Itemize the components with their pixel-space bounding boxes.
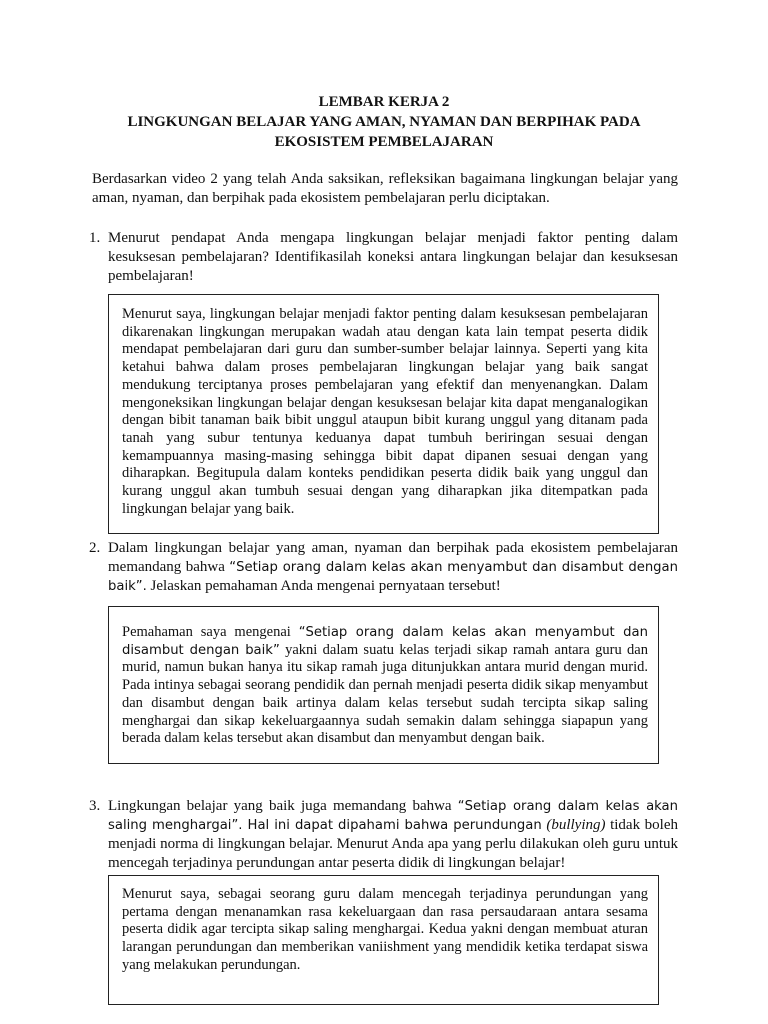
topic-title-line-1: LINGKUNGAN BELAJAR YANG AMAN, NYAMAN DAN BERPIHAK PADA bbox=[127, 114, 641, 130]
topic-title-line-2: EKOSISTEM PEMBELAJARAN bbox=[274, 134, 494, 150]
question-text-part: tidak boleh menjadi norma di lingkungan belajar. Menurut Anda apa yang perlu dilakukan oleh guru untuk mencegah terjadinya perundungan antar peserta didik di lingkungan belajar! bbox=[108, 817, 678, 871]
document-header bbox=[60, 92, 708, 152]
intro-paragraph: Berdasarkan video 2 yang telah Anda saksikan, refleksikan bagaimana lingkungan belajar yang aman, nyaman, dan berpihak pada ekosistem pembelajaran perlu diciptakan. bbox=[92, 171, 678, 206]
answer-quote: “Setiap orang dalam kelas akan menyambut dan disambut dengan baik” bbox=[122, 625, 648, 658]
question-text-part: Lingkungan belajar yang baik juga memandang bahwa bbox=[108, 798, 458, 814]
answer-text: Menurut saya, sebagai seorang guru dalam mencegah terjadinya perundungan yang pertama dengan menanamkan rasa kekeluargaan dan rasa persaudaraan antara sesama peserta didik agar tercipta sikap saling menghargai. Kedua yakni dengan membuat aturan larangan perundungan dan memberikan vaniishment yang mendidik ketika terdapat siswa yang melakukan perundungan. bbox=[122, 886, 648, 973]
question-text: Menurut pendapat Anda mengapa lingkungan belajar menjadi faktor penting dalam kesuksesan pembelajaran? Identifikasilah koneksi antara lingkungan belajar dan kesuksesan pembelajaran! bbox=[108, 230, 678, 284]
question-number: 3. bbox=[89, 798, 101, 814]
answer-text-part: yakni dalam suatu kelas terjadi sikap ramah antara guru dan murid, namun bukan hanya itu sikap ramah juga ditunjukkan antara murid dengan murid. Pada intinya sebagai seorang pendidik dan pernah menjadi peserta didik sikap menyambut dan disambut dengan baik artinya dalam kelas tersebut sudah tercipta sikap saling menghargai dan sikap kekeluargaannya sudah semakin dalam sehingga siapapun yang berada dalam kelas tersebut akan disambut dan menyambut dengan baik. bbox=[122, 641, 648, 747]
question-text bbox=[108, 797, 678, 873]
question-number: 1. bbox=[89, 230, 101, 246]
answer-text-part: Pemahaman saya mengenai bbox=[122, 624, 299, 640]
question-number: 2. bbox=[89, 540, 101, 556]
question-1 bbox=[89, 229, 678, 286]
question-quote: “Setiap orang dalam kelas akan menyambut dan disambut dengan baik”. bbox=[108, 560, 678, 594]
answer-box-2 bbox=[108, 606, 659, 764]
answer-box-3 bbox=[108, 875, 659, 1005]
question-2 bbox=[89, 539, 678, 596]
question-text-part: Jelaskan pemahaman Anda mengenai pernyataan tersebut! bbox=[146, 578, 501, 594]
answer-box-1 bbox=[108, 294, 659, 534]
answer-text: Menurut saya, lingkungan belajar menjadi faktor penting dalam kesuksesan pembelajaran dikarenakan lingkungan merupakan wadah atau dengan kata lain tempat peserta didik mendapat pembelajaran dari guru dan sumber-sumber belajar lainnya. Seperti yang kita ketahui bahwa dalam proses pembelajaran lingkungan belajar yang baik sangat mendukung terciptanya proses pembelajaran yang efektif dan menyenangkan. Dalam mengoneksikan lingkungan belajar dengan kesuksesan belajar kita dapat menganalogikan dengan bibit tanaman baik bibit unggul ataupun bibit kurang unggul yang ditanam pada tanah yang subur tentunya keduanya dapat tumbuh beriringan sesuai dengan kemampuannya masing-masing sehingga bibit dapat dipanen sesuai dengan yang diharapkan. Begitupula dalam konteks pendidikan peserta didik baik yang unggul dan kurang unggul akan tumbuh sesuai dengan yang diharapkan jika ditempatkan pada lingkungan belajar yang baik. bbox=[122, 306, 648, 517]
worksheet-title: LEMBAR KERJA 2 bbox=[318, 94, 450, 110]
question-text-part: Dalam lingkungan belajar yang aman, nyaman dan berpihak pada ekosistem pembelajaran memandang bahwa bbox=[108, 540, 678, 575]
question-text bbox=[108, 539, 678, 596]
question-3 bbox=[89, 797, 678, 873]
question-quote: “Setiap orang dalam kelas akan saling menghargai”. Hal ini dapat dipahami bahwa perundungan bbox=[108, 799, 678, 833]
question-italic-term: (bullying) bbox=[546, 817, 606, 833]
